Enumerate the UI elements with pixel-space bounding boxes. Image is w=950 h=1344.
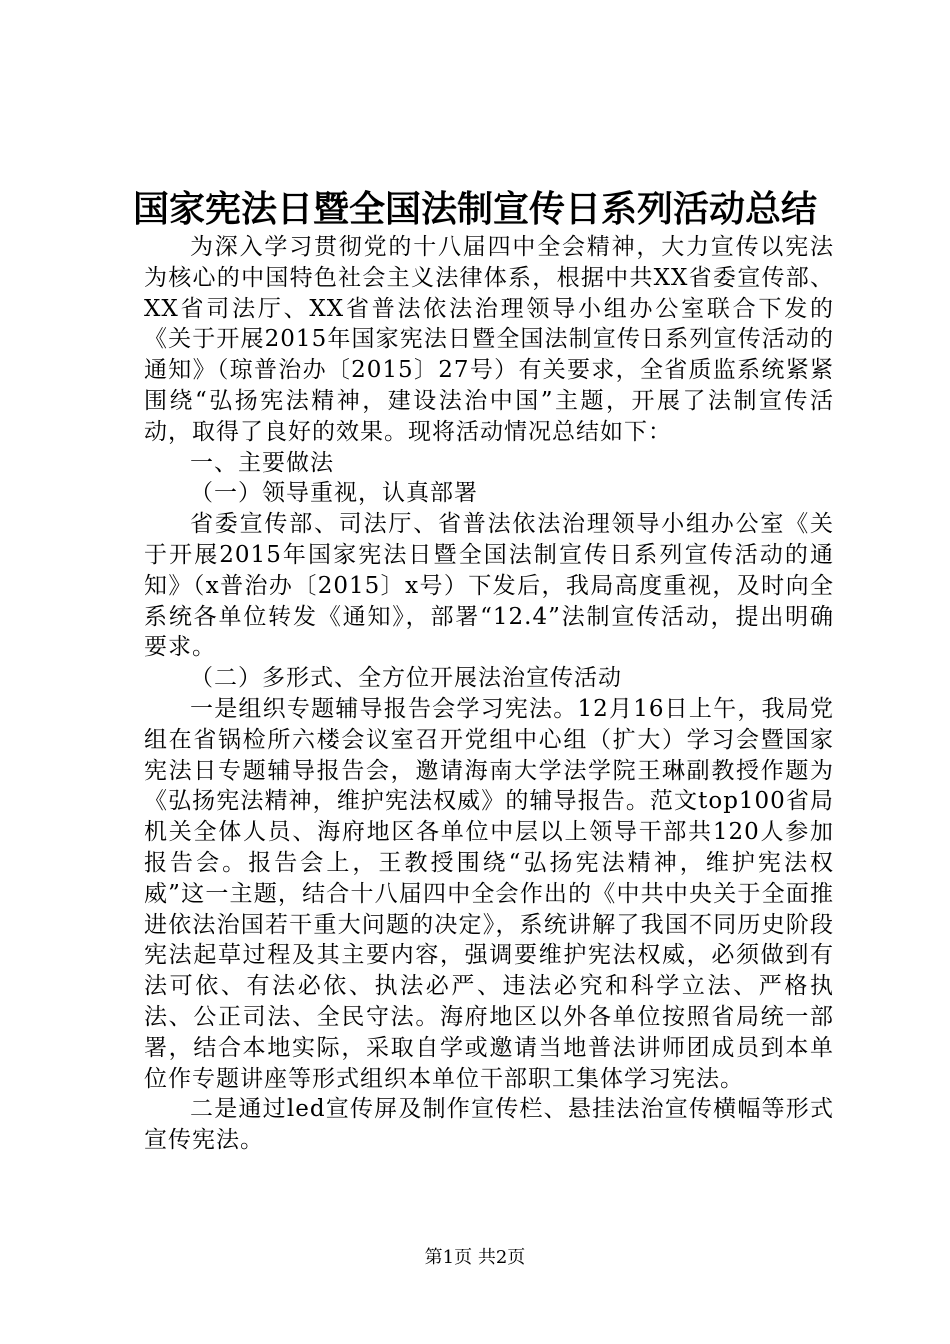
document-title: 国家宪法日暨全国法制宣传日系列活动总结 [132,188,817,230]
document-body [144,232,834,1156]
paragraph-led-screens: 二是通过led宣传屏及制作宣传栏、悬挂法治宣传横幅等形式宣传宪法。 [144,1096,834,1154]
paragraph-lecture: 一是组织专题辅导报告会学习宪法。12月16日上午，我局党组在省锅检所六楼会议室召开党组中心组（扩大）学习会暨国家宪法日专题辅导报告会，邀请海南大学法学院王琳副教授作题为《弘扬宪法精神，维护宪法权威》的辅导报告。范文top100省局机关全体人员、海府地区各单位中层以上领导干部共120人参加报告会。报告会上，王教授围绕“弘扬宪法精神，维护宪法权威”这一主题，结合十八届四中全会作出的《中共中央关于全面推进依法治国若干重大问题的决定》，系统讲解了我国不同历史阶段宪法起草过程及其主要内容，强调要维护宪法权威，必须做到有法可依、有法必依、执法必严、违法必究和科学立法、严格执法、公正司法、全民守法。海府地区以外各单位按照省局统一部署，结合本地实际，采取自学或邀请当地普法讲师团成员到本单位作专题讲座等形式组织本单位干部职工集体学习宪法。 [144,695,834,1092]
subsection-heading-leadership: （一）领导重视，认真部署 [190,480,478,507]
page-number-footer: 第1页 共2页 [424,1247,526,1268]
section-heading-main-practices: 一、主要做法 [190,449,334,476]
paragraph-leadership: 省委宣传部、司法厅、省普法依法治理领导小组办公室《关于开展2015年国家宪法日暨全国法制宣传日系列宣传活动的通知》（x普治办〔2015〕x号）下发后，我局高度重视，及时向全系统各单位转发《通知》，部署“12.4”法制宣传活动，提出明确要求。 [144,511,834,661]
subsection-heading-activities: （二）多形式、全方位开展法治宣传活动 [190,665,622,692]
paragraph-intro: 为深入学习贯彻党的十八届四中全会精神，大力宣传以宪法为核心的中国特色社会主义法律体系，根据中共XX省委宣传部、XX省司法厅、XX省普法依法治理领导小组办公室联合下发的《关于开展2015年国家宪法日暨全国法制宣传日系列宣传活动的通知》（琼普治办〔2015〕27号）有关要求，全省质监系统紧紧围绕“弘扬宪法精神，建设法治中国”主题，开展了法制宣传活动，取得了良好的效果。现将活动情况总结如下： [144,234,834,445]
